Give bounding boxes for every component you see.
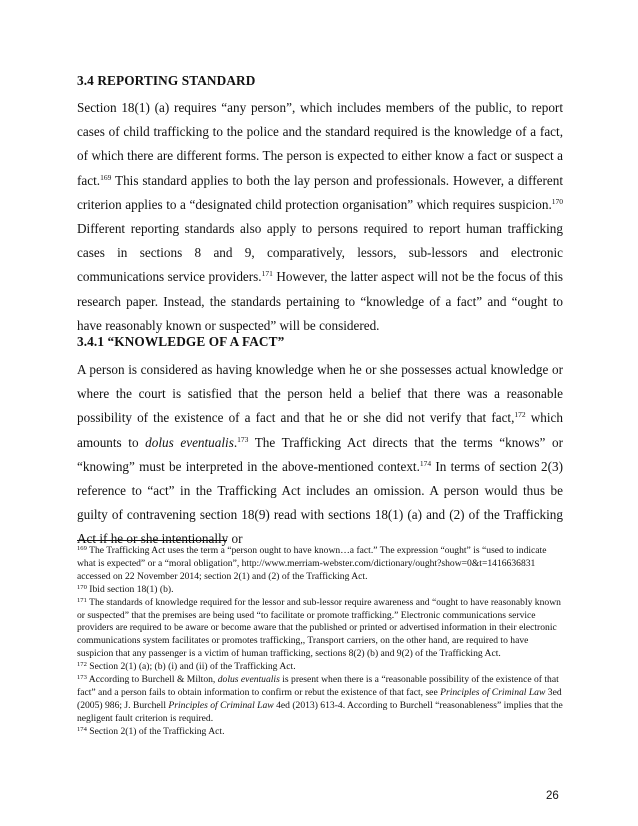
footnote-ref[interactable]: 170 — [551, 196, 563, 206]
footnote-text: Ibid section 18(1) (b). — [86, 583, 174, 595]
book-title: Principles of Criminal Law — [440, 686, 546, 698]
footnote-text: According to Burchell & Milton, — [86, 674, 218, 686]
footnote-169 — [77, 545, 563, 584]
footnote-number: 172 — [77, 661, 87, 669]
footnote-ref[interactable]: 169 — [100, 172, 112, 182]
subsection-paragraph — [77, 358, 563, 552]
page-number: 26 — [546, 790, 559, 802]
footnotes — [77, 545, 563, 739]
latin-term: dolus eventualis — [217, 674, 280, 686]
footnote-ref[interactable]: 173 — [237, 434, 249, 444]
paragraph-text: A person is considered as having knowledge when he or she possesses actual knowledge or where the court is satisfied that the person held a belief that there was a reasonable possibility of the existence of a fact and that he or she did not verify that fact, — [77, 362, 563, 426]
paragraph-text: Different reporting standards also apply to persons required to report human trafficking cases in sections 8 and 9, comparatively, lessors, sub-lessors and electronic communications service providers. — [77, 221, 563, 285]
subsection-heading: 3.4.1 “KNOWLEDGE OF A FACT” — [77, 334, 285, 349]
footnote-text: The Trafficking Act uses the term a “person ought to have known…a fact.” The expression “ought” is “used to indicate what is expected” or a “moral obligation”, http://www.merriam-webster.com/dictionary/ought?show=0&t=1416636831 accessed on 22 November 2014; section 2(1) and (2) of the Trafficking Act. — [77, 545, 547, 582]
footnote-text: 3ed (2005) 986; J. Burchell — [77, 686, 562, 711]
footnote-text: 4ed (2013) 613-4. According to Burchell “reasonableness” implies that the negligent fault criterion is required. — [77, 699, 563, 724]
footnote-174 — [77, 726, 563, 739]
footnote-text: The standards of knowledge required for the lessor and sub-lessor require awareness and “ought to have reasonably known or suspected” that the premises are being used “to facilitate or promote trafficking.” Electronic communications service providers are required to be aware or become aware that the published or printed or advertised information in their electronic communications system facilitates or promotes trafficking,, Transport carriers, on the other hand, are required to have suspicion that any passenger is a victim of human trafficking, sections 8(2) (b) and 9(2) of the Trafficking Act. — [77, 596, 561, 660]
footnote-ref[interactable]: 171 — [261, 269, 273, 279]
paragraph-text: This standard applies to both the lay person and professionals. However, a different criterion applies to a “designated child protection organisation” which requires suspicion. — [77, 172, 563, 212]
footnote-text: is present when there is a “reasonable possibility of the existence of that fact” and a person fails to obtain information to confirm or rebut the existence of that fact, see — [77, 674, 559, 698]
footnote-text: Section 2(1) of the Trafficking Act. — [86, 725, 225, 737]
section-paragraph — [77, 96, 563, 338]
footnote-number: 170 — [77, 583, 87, 591]
footnote-text: Section 2(1) (a); (b) (i) and (ii) of the Trafficking Act. — [86, 661, 296, 673]
footnote-ref[interactable]: 174 — [419, 458, 432, 468]
paragraph-text: In terms of section 2(3) reference to “act” in the Trafficking Act includes an omission. A person would thus be guilty of contravening section 18(9) read with sections 18(1) (a) and (2) of the Trafficking Act if he or she intentionally or — [77, 458, 564, 547]
paragraph-text: which amounts to — [77, 410, 563, 450]
footnote-number: 169 — [77, 545, 87, 552]
footnote-172 — [77, 661, 563, 674]
footnote-173 — [77, 674, 563, 726]
footnote-170 — [77, 584, 563, 597]
footnote-number: 171 — [77, 596, 87, 604]
footnote-number: 173 — [77, 674, 87, 682]
book-title: Principles of Criminal Law — [168, 699, 274, 711]
footnote-ref[interactable]: 172 — [514, 410, 526, 420]
footnote-171 — [77, 597, 563, 662]
paragraph-text: Section 18(1) (a) requires “any person”, which includes members of the public, to report cases of child trafficking to the police and the standard required is the knowledge of a fact, of which there are different forms. The person is expected to either know a fact or suspect a fact. — [77, 100, 563, 188]
footnote-number: 174 — [77, 725, 87, 733]
paragraph-text: The Trafficking Act directs that the terms “knows” or “knowing” must be interpreted in the above-mentioned context. — [77, 434, 563, 474]
section-heading: 3.4 REPORTING STANDARD — [77, 73, 256, 88]
paragraph-text: However, the latter aspect will not be the focus of this research paper. Instead, the standards pertaining to “knowledge of a fact” and “ought to have reasonably known or suspected” will be considered. — [77, 269, 563, 333]
paragraph-text: . — [233, 434, 238, 450]
latin-term: dolus eventualis — [145, 434, 234, 450]
footnote-divider — [77, 540, 227, 541]
